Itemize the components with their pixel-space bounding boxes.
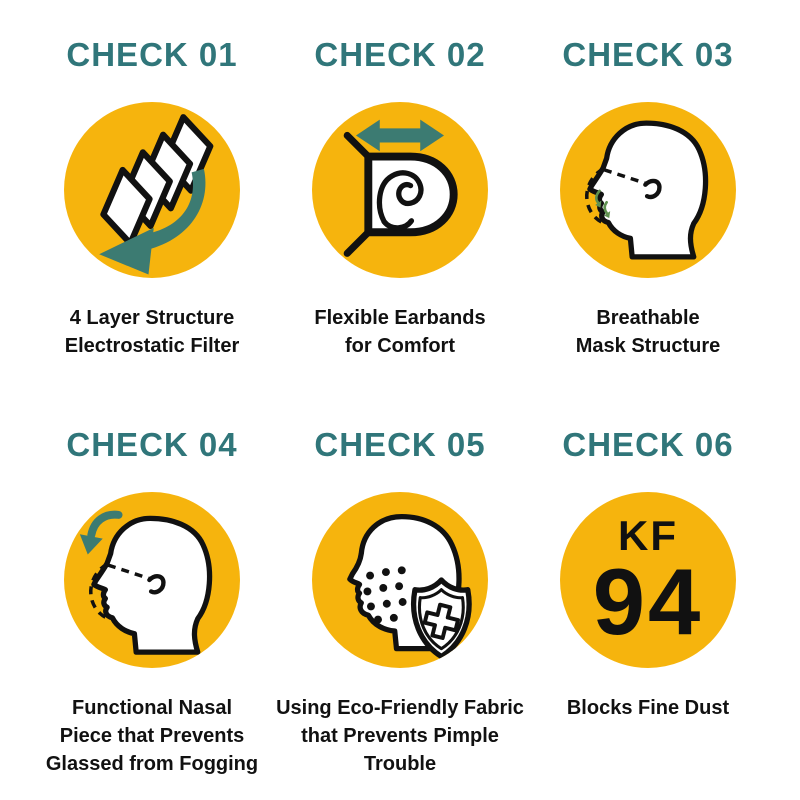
- caption-line: Flexible Earbands: [314, 307, 486, 329]
- check-card-01: [28, 36, 276, 382]
- check-03-caption: [576, 304, 721, 360]
- check-03-heading: CHECK 03: [562, 36, 734, 73]
- check-06-caption: [567, 694, 729, 722]
- check-06-heading: CHECK 06: [562, 426, 734, 463]
- kf-label: KF: [618, 511, 678, 559]
- eco-fabric-shield-icon: [312, 492, 488, 668]
- check-02-caption: [314, 304, 485, 360]
- caption-line: Blocks Fine Dust: [566, 697, 730, 719]
- kf94-badge: [560, 492, 736, 668]
- check-04-caption: [46, 694, 258, 778]
- caption-line: Electrostatic Filter: [64, 335, 240, 357]
- nasal-piece-head-svg: [64, 492, 240, 668]
- caption-line: Using Eco-Friendly Fabric: [276, 697, 524, 719]
- check-04-heading: CHECK 04: [66, 426, 238, 463]
- kf94-number: 94: [592, 548, 704, 654]
- earband-stretch-svg: [312, 102, 488, 278]
- check-card-06: [524, 426, 772, 800]
- nasal-piece-head-icon: [64, 492, 240, 668]
- filter-layers-svg: [64, 102, 240, 278]
- check-card-05: [276, 426, 524, 800]
- breathable-head-svg: [560, 102, 736, 278]
- caption-line: 4 Layer Structure: [69, 307, 235, 329]
- check-05-caption: [276, 694, 524, 778]
- filter-layers-icon: [64, 102, 240, 278]
- kf94-text: [560, 492, 736, 668]
- check-01-caption: [65, 304, 240, 360]
- caption-line: that Prevents Pimple Trouble: [301, 725, 499, 775]
- breathable-head-icon: [560, 102, 736, 278]
- caption-line: Piece that Prevents: [59, 725, 245, 747]
- check-01-heading: CHECK 01: [66, 36, 238, 73]
- check-card-03: [524, 36, 772, 382]
- caption-line: for Comfort: [345, 335, 455, 357]
- caption-line: Glassed from Fogging: [45, 753, 259, 775]
- caption-line: Functional Nasal: [71, 697, 233, 719]
- check-05-heading: CHECK 05: [314, 426, 486, 463]
- caption-line: Mask Structure: [575, 335, 721, 357]
- check-card-02: [276, 36, 524, 382]
- caption-line: Breathable: [596, 307, 700, 329]
- eco-fabric-shield-svg: [312, 492, 488, 668]
- check-card-04: [28, 426, 276, 800]
- earband-stretch-icon: [312, 102, 488, 278]
- check-02-heading: CHECK 02: [314, 36, 486, 73]
